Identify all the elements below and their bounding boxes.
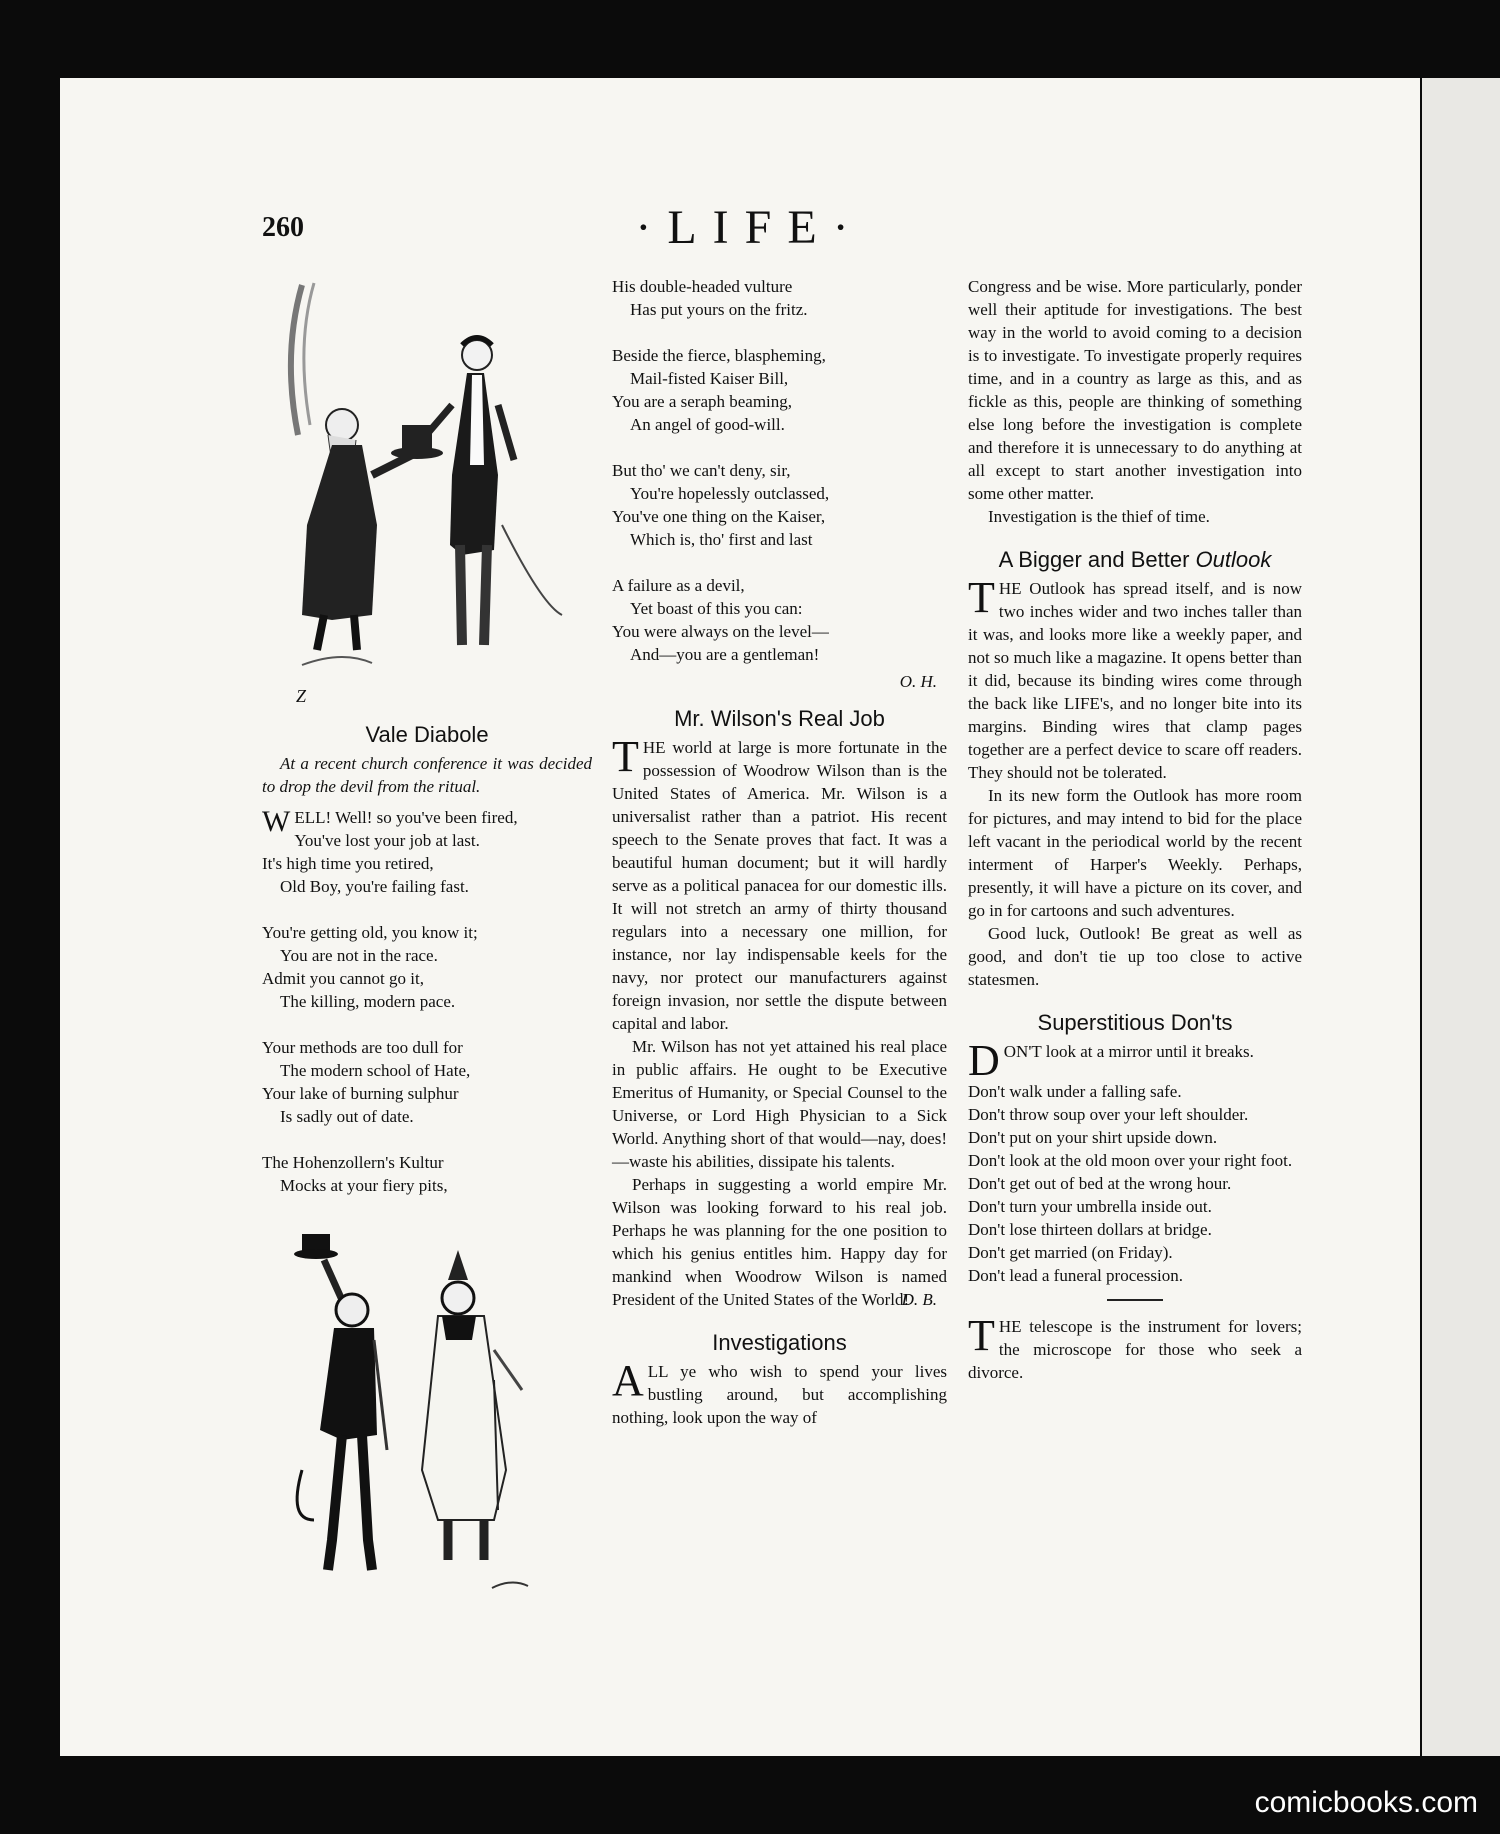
article-title-wilson: Mr. Wilson's Real Job <box>674 706 885 731</box>
artist-signature: Z <box>296 686 307 706</box>
verse-line: You've lost your job at last. <box>294 831 480 850</box>
verse-line: His double-headed vulture <box>612 277 793 296</box>
column-1 <box>262 275 592 1600</box>
magazine-title: ·LIFE· <box>635 201 865 254</box>
outlook-paragraph-3: Good luck, Outlook! Be great as well as good, and don't tie up too close to active statesmen. <box>968 924 1302 989</box>
verse-line: Beside the fierce, blaspheming, <box>612 346 826 365</box>
drop-cap: D <box>968 1036 1000 1085</box>
stanza-7 <box>612 459 947 551</box>
illustration-devil-and-kaiser <box>262 1220 592 1600</box>
article-note: At a recent church conference it was decided to drop the devil from the ritual. <box>262 754 592 796</box>
drop-cap: T <box>612 732 639 781</box>
facing-page-edge <box>1422 78 1500 1756</box>
investigations-continued: Congress and be wise. More particularly, ponder well their aptitude for investigations. The best way in the world to avoid coming to a decision is to investigate. To investigate properly requires time, and in a country as large as this, and as fickle as this, people are thinking of something else long before the investigation is complete and therefore it is unnecessary to do anything at all except to start another investigation into some other matter. <box>968 277 1302 503</box>
dont-item: Don't look at the old moon over your right foot. <box>968 1151 1293 1170</box>
stanza-6 <box>612 344 947 436</box>
drop-cap: T <box>968 573 995 622</box>
verse-line: You're hopelessly outclassed, <box>630 484 830 503</box>
verse-line: But tho' we can't deny, sir, <box>612 461 791 480</box>
dont-item: Don't get married (on Friday). <box>968 1243 1173 1262</box>
wilson-signature: D. B. <box>901 1290 937 1309</box>
verse-line: The modern school of Hate, <box>280 1061 471 1080</box>
verse-line: The Hohenzollern's Kultur <box>262 1153 444 1172</box>
donts-list <box>968 1080 1302 1287</box>
verse-line: An angel of good-will. <box>630 415 785 434</box>
drop-cap: W <box>262 805 291 838</box>
verse-line: Old Boy, you're failing fast. <box>280 877 469 896</box>
dont-item: Don't lose thirteen dollars at bridge. <box>968 1220 1212 1239</box>
verse-line: The killing, modern pace. <box>280 992 456 1011</box>
verse-line: You are a seraph beaming, <box>612 392 793 411</box>
outlook-paragraph-2: In its new form the Outlook has more room for pictures, and may intend to bid for the place left vacant in the periodical world by the recent interment of Harper's Weekly. Perhaps, presently, it will have a picture on its cover, and go in for cartoons and such adventures. <box>968 786 1302 920</box>
verse-line: It's high time you retired, <box>262 854 434 873</box>
article-title-donts: Superstitious Don'ts <box>1037 1010 1233 1035</box>
drop-cap: T <box>968 1311 995 1360</box>
dont-item: Don't lead a funeral procession. <box>968 1266 1184 1285</box>
verse-line: You were always on the level— <box>612 622 829 641</box>
dont-item: Don't throw soup over your left shoulder. <box>968 1105 1249 1124</box>
verse-line: Has put yours on the fritz. <box>630 300 808 319</box>
dont-item: Don't put on your shirt upside down. <box>968 1128 1218 1147</box>
column-3 <box>968 275 1302 1384</box>
section-divider <box>1107 1299 1163 1301</box>
article-title-outlook: A Bigger and Better Outlook <box>998 547 1272 572</box>
stanza-8 <box>612 574 947 666</box>
verse-line: Admit you cannot go it, <box>262 969 424 988</box>
verse-line: A failure as a devil, <box>612 576 745 595</box>
illustration-devil-and-clergyman <box>262 275 592 685</box>
wilson-paragraph-1: THE world at large is more fortunate in the possession of Woodrow Wilson than is the United States of America. Mr. Wilson is a universalist rather than a patriot. His recent speech to the Senate proves that fact. It was a beautiful human document; but it will hardly serve as a political panacea for our domestic ills. It will not stretch an army of thirty thousand regulars into a necessary one million, for instance, nor lay indispensable keels for the navy, nor protect our manufacturers against foreign invasion, nor settle the dispute between capital and labor. <box>612 732 947 1033</box>
wilson-paragraph-2: Mr. Wilson has not yet attained his real place in public affairs. He ought to be Executive Emeritus of Humanity, or Special Counsel to the Universe, or Lord High Physician to a Sick World. Anything short of that would—nay, does!—waste his abilities, dissipate his talents. <box>612 1037 947 1171</box>
outlook-paragraph-1: THE Outlook has spread itself, and is now two inches wider and two inches taller than it was, and looks more like a weekly paper, and not so much like a magazine. It opens better than it did, because its binding wires come through the back like LIFE's, and no longer bite into its margins. Binding wires that clamp pages together are a perfect device to scare off readers. They should not be tolerated. <box>968 573 1302 782</box>
stanza-2 <box>262 921 592 1013</box>
verse-line: Your lake of burning sulphur <box>262 1084 459 1103</box>
investigations-closing: Investigation is the thief of time. <box>988 507 1210 526</box>
dont-item: Don't turn your umbrella inside out. <box>968 1197 1212 1216</box>
article-title-vale-diabole: Vale Diabole <box>365 722 489 747</box>
wilson-paragraph-3: Perhaps in suggesting a world empire Mr. Wilson was looking forward to his real job. Perhaps he was planning for the one position to which his genius entitles him. Happy day for mankind when Woodrow Wilson is named President of the United States of the World! <box>612 1175 947 1309</box>
verse-line: ELL! Well! so you've been fired, <box>294 808 518 827</box>
verse-line: Mail-fisted Kaiser Bill, <box>630 369 789 388</box>
investigations-paragraph: ALL ye who wish to spend your lives bustling around, but accomplishing nothing, look upon the way of <box>612 1356 947 1427</box>
verse-line: You've one thing on the Kaiser, <box>612 507 826 526</box>
stanza-5 <box>612 275 947 321</box>
verse-line: Which is, tho' first and last <box>630 530 813 549</box>
verse-line: You are not in the race. <box>280 946 438 965</box>
verse-line: And—you are a gentleman! <box>630 645 820 664</box>
verse-line: Mocks at your fiery pits, <box>280 1176 448 1195</box>
verse-line: Your methods are too dull for <box>262 1038 463 1057</box>
stanza-3 <box>262 1036 592 1128</box>
verse-line: Is sadly out of date. <box>280 1107 414 1126</box>
dont-item: Don't get out of bed at the wrong hour. <box>968 1174 1232 1193</box>
telescope-paragraph: THE telescope is the instrument for lovers; the microscope for those who seek a divorce. <box>968 1311 1302 1382</box>
article-title-investigations: Investigations <box>712 1330 847 1355</box>
dont-item: Don't walk under a falling safe. <box>968 1082 1182 1101</box>
stanza-4 <box>262 1151 592 1197</box>
drop-cap: A <box>612 1356 644 1405</box>
poem-signature: O. H. <box>899 672 937 691</box>
stanza-1 <box>262 806 592 898</box>
dont-item-1: DON'T look at a mirror until it breaks. <box>968 1036 1254 1085</box>
verse-line: You're getting old, you know it; <box>262 923 478 942</box>
verse-line: Yet boast of this you can: <box>630 599 803 618</box>
watermark: comicbooks.com <box>1254 1786 1478 1819</box>
column-2 <box>612 275 947 1429</box>
page-number: 260 <box>262 212 304 243</box>
